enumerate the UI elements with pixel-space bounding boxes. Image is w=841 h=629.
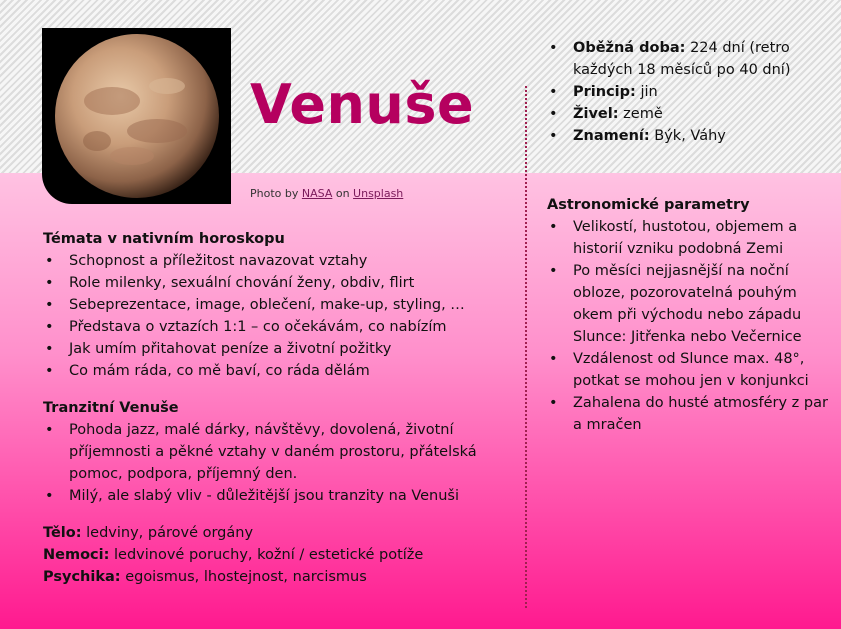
fact-sign-value: Býk, Váhy <box>654 128 726 144</box>
fact-orbit-value: 224 dní (retro každých 18 měsíců po 40 dní) <box>573 40 791 78</box>
column-divider <box>525 86 527 608</box>
fact-sign <box>547 125 837 147</box>
natal-item: • Představa o vztazích 1:1 – co očekávám, co nabízím <box>43 316 513 338</box>
fact-element-key: Živel: <box>573 106 619 122</box>
transit-list <box>43 419 513 507</box>
credit-prefix: Photo by <box>250 187 299 200</box>
fact-orbit <box>547 37 837 81</box>
natal-item: • Co mám ráda, co mě baví, co ráda dělám <box>43 360 513 382</box>
natal-item: • Role milenky, sexuální chování ženy, obdiv, flirt <box>43 272 513 294</box>
astro-item: • Zahalena do husté atmosféry z par a mračen <box>547 392 837 436</box>
photo-credit <box>250 187 403 200</box>
transit-title: Tranzitní Venuše <box>43 400 179 416</box>
planet-photo <box>42 28 231 204</box>
body-organs-value: ledviny, párové orgány <box>86 525 254 541</box>
facts-list <box>547 37 837 147</box>
astro-item: • Po měsíci nejjasnější na noční obloze, pozorovatelná pouhým okem při východu nebo západu Slunce: Jitřenka nebo Večernice <box>547 260 837 348</box>
credit-source-link[interactable]: Unsplash <box>353 187 404 200</box>
body-psyche-key: Psychika: <box>43 569 121 585</box>
planet-facts <box>547 37 837 147</box>
natal-list <box>43 250 513 382</box>
fact-element <box>547 103 837 125</box>
natal-item: • Jak umím přitahovat peníze a životní požitky <box>43 338 513 360</box>
body-diseases-value: ledvinové poruchy, kožní / estetické potíže <box>114 547 424 563</box>
planet-image <box>52 31 222 201</box>
fact-principle-value: jin <box>640 84 658 100</box>
astro-section <box>547 194 837 436</box>
natal-item: • Schopnost a příležitost navazovat vztahy <box>43 250 513 272</box>
body-organs <box>43 522 513 544</box>
fact-element-value: země <box>623 106 663 122</box>
astro-list <box>547 216 837 436</box>
credit-middle: on <box>335 187 350 200</box>
slide-title: Venuše <box>250 73 475 136</box>
fact-sign-key: Znamení: <box>573 128 650 144</box>
body-diseases-key: Nemoci: <box>43 547 110 563</box>
astro-title: Astronomické parametry <box>547 197 750 213</box>
left-column <box>43 228 513 588</box>
fact-orbit-key: Oběžná doba: <box>573 40 686 56</box>
body-psyche <box>43 566 513 588</box>
transit-item: • Milý, ale slabý vliv - důležitější jsou tranzity na Venuši <box>43 485 513 507</box>
transit-item: • Pohoda jazz, malé dárky, návštěvy, dovolená, životní příjemnosti a pěkné vztahy v daném prostoru, přátelská pomoc, podpora, příjemný den. <box>43 419 513 485</box>
fact-principle <box>547 81 837 103</box>
body-diseases <box>43 544 513 566</box>
astro-item: • Vzdálenost od Slunce max. 48°, potkat se mohou jen v konjunkci <box>547 348 837 392</box>
natal-item: • Sebeprezentace, image, oblečení, make-up, styling, … <box>43 294 513 316</box>
astro-item: • Velikostí, hustotou, objemem a historií vzniku podobná Zemi <box>547 216 837 260</box>
fact-principle-key: Princip: <box>573 84 636 100</box>
natal-title: Témata v nativním horoskopu <box>43 231 285 247</box>
credit-author-link[interactable]: NASA <box>301 187 333 200</box>
body-organs-key: Tělo: <box>43 525 82 541</box>
body-psyche-value: egoismus, lhostejnost, narcismus <box>125 569 367 585</box>
